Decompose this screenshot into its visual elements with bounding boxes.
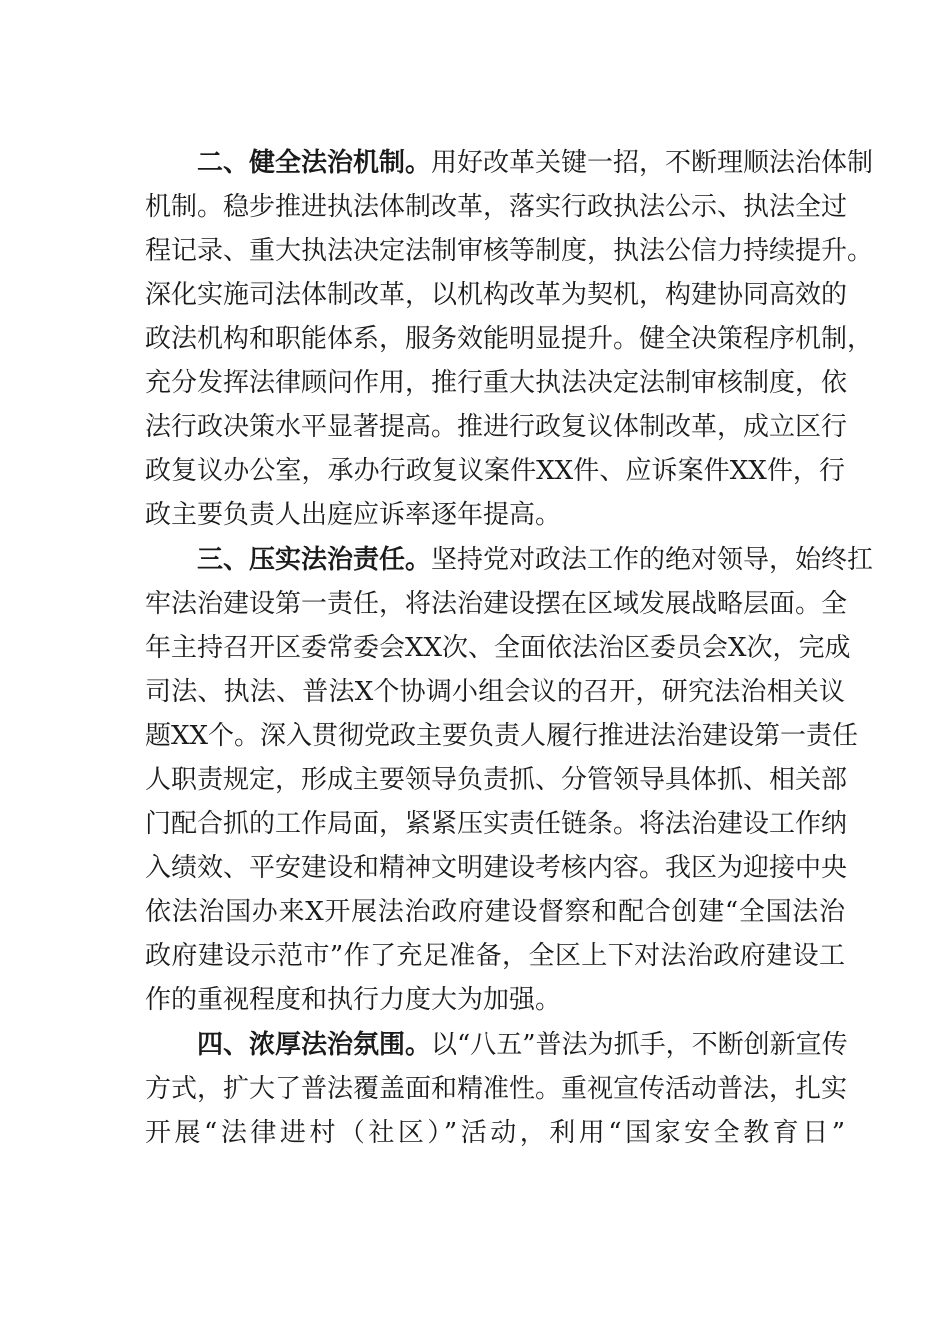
paragraph-line: 方式，扩大了普法覆盖面和精准性。重视宣传活动普法，扎实: [145, 1074, 848, 1104]
paragraph-line: 程记录、重大执法决定法制审核等制度，执法公信力持续提升。: [145, 236, 874, 266]
paragraph-line: 政主要负责人出庭应诉率逐年提高。: [145, 500, 562, 530]
paragraph-line: 门配合抓的工作局面，紧紧压实责任链条。将法治建设工作纳: [145, 809, 848, 839]
paragraph-line: 依法治国办来X开展法治政府建设督察和配合创建“全国法治: [145, 897, 845, 927]
paragraph-line: 入绩效、平安建设和精神文明建设考核内容。我区为迎接中央: [145, 853, 848, 883]
paragraph-line: 三、压实法治责任。坚持党对政法工作的绝对领导，始终扛: [197, 545, 874, 575]
paragraph-line: 政复议办公室，承办行政复议案件XX件、应诉案件XX件，行: [145, 456, 845, 486]
paragraph-line: 机制。稳步推进执法体制改革，落实行政执法公示、执法全过: [145, 192, 848, 222]
paragraph-line: 司法、执法、普法X个协调小组会议的召开，研究法治相关议: [145, 677, 845, 707]
paragraph-line: 牢法治建设第一责任，将法治建设摆在区域发展战略层面。全: [145, 589, 848, 619]
paragraph-line: 人职责规定，形成主要领导负责抓、分管领导具体抓、相关部: [145, 765, 848, 795]
paragraph-line: 二、健全法治机制。用好改革关键一招，不断理顺法治体制: [197, 148, 874, 178]
paragraph-line: 政法机构和职能体系，服务效能明显提升。健全决策程序机制，: [145, 324, 874, 354]
paragraph-line: 充分发挥法律顾问作用，推行重大执法决定法制审核制度，依: [145, 368, 848, 398]
paragraph-line: 作的重视程度和执行力度大为加强。: [145, 985, 562, 1015]
section-heading: 二、健全法治机制。: [197, 148, 432, 178]
section-heading: 三、压实法治责任。: [197, 545, 432, 575]
paragraph-line: 题XX个。深入贯彻党政主要负责人履行推进法治建设第一责任: [145, 721, 859, 751]
paragraph-line: 年主持召开区委常委会XX次、全面依法治区委员会X次，完成: [145, 633, 851, 663]
paragraph-line: 政府建设示范市”作了充足准备，全区上下对法治政府建设工: [145, 941, 845, 971]
paragraph-line: 深化实施司法体制改革，以机构改革为契机，构建协同高效的: [145, 280, 848, 310]
paragraph-line: 法行政决策水平显著提高。推进行政复议体制改革，成立区行: [145, 412, 848, 442]
section-heading: 四、浓厚法治氛围。: [197, 1030, 432, 1060]
paragraph-line: 四、浓厚法治氛围。以“八五”普法为抓手，不断创新宣传: [197, 1030, 848, 1060]
paragraph-line: 开展“法律进村（社区）”活动，利用“国家安全教育日”: [145, 1118, 845, 1148]
